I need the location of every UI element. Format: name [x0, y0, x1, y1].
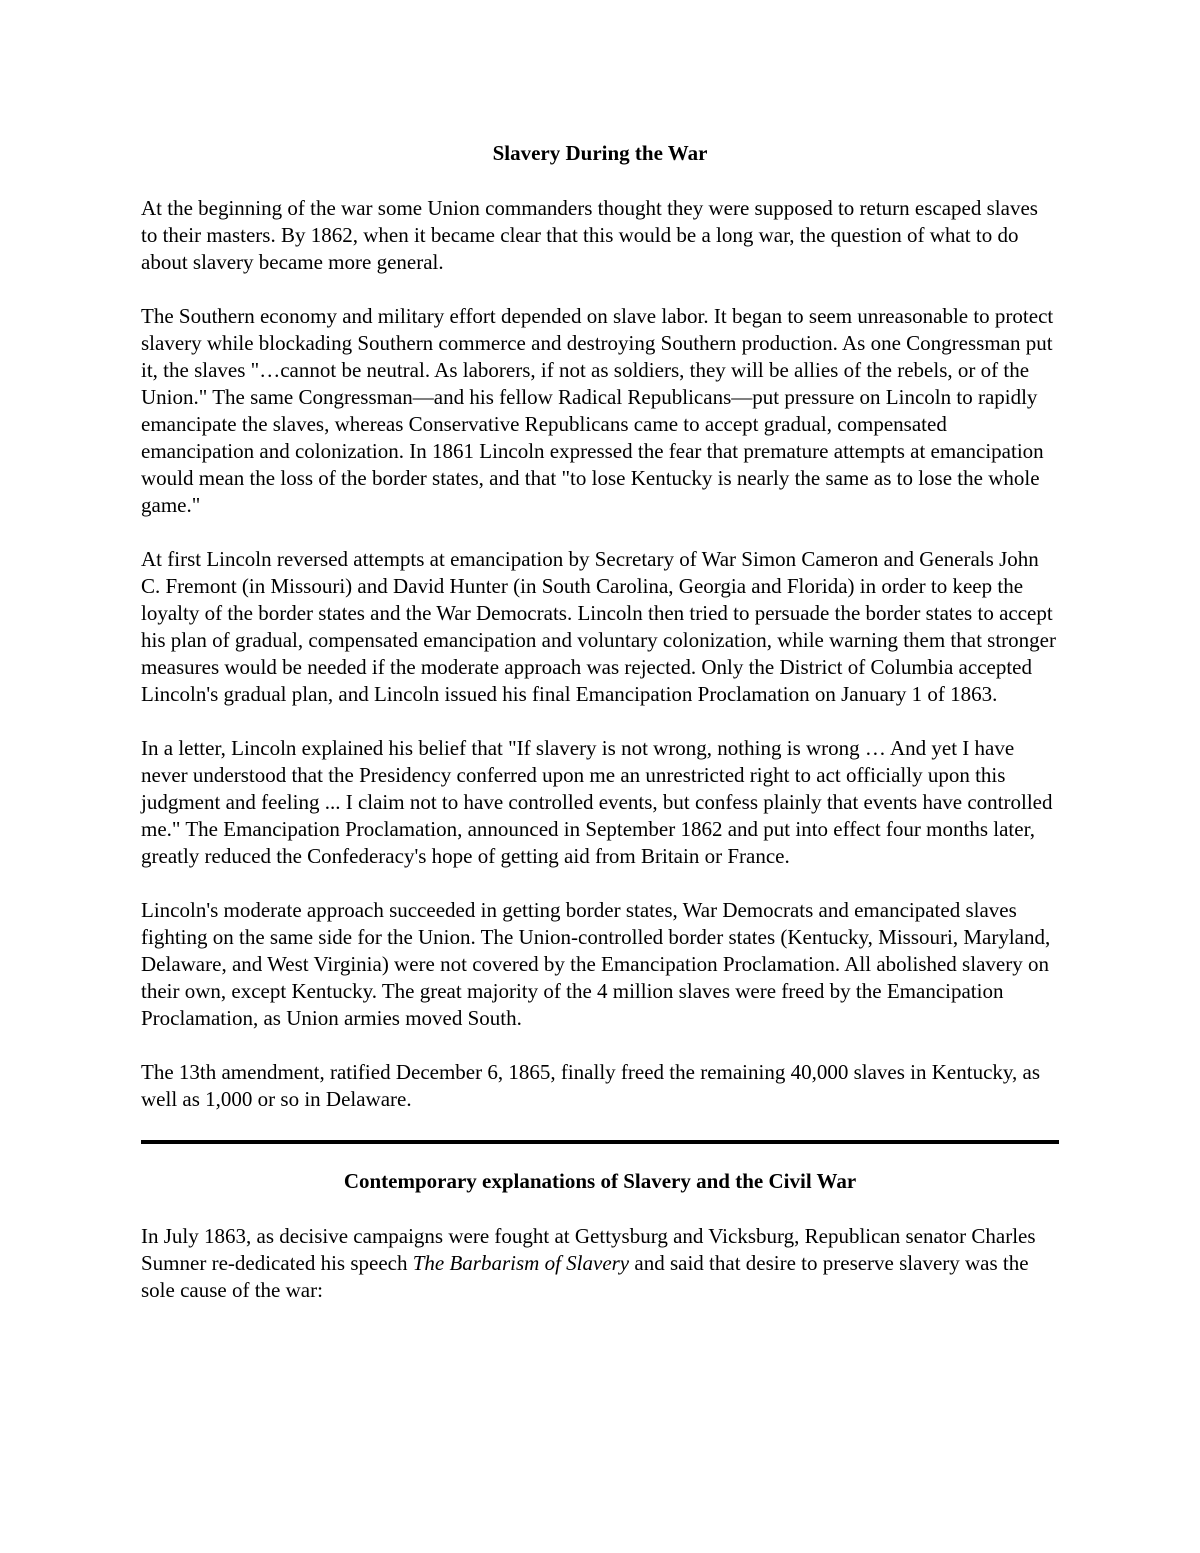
- horizontal-divider: [141, 1140, 1059, 1144]
- section-title-slavery-during-the-war: Slavery During the War: [492, 141, 708, 165]
- paragraph-4: In a letter, Lincoln explained his belief that "If slavery is not wrong, nothing is wrong … And yet I have never understood that the Presidency conferred upon me an unrestricted right to act officially upon this judgment and feeling ... I claim not to have controlled events, but confess plainly that events have controlled me." The Emancipation Proclamation, announced in September 1862 and put into effect four months later, greatly reduced the Confederacy's hope of getting aid from Britain or France.: [141, 736, 1053, 868]
- paragraph-2: The Southern economy and military effort depended on slave labor. It began to seem unreasonable to protect slavery while blockading Southern commerce and destroying Southern production. As one Congressman put it, the slaves "…cannot be neutral. As laborers, if not as soldiers, they will be allies of the rebels, or of the Union." The same Congressman—and his fellow Radical Republicans—put pressure on Lincoln to rapidly emancipate the slaves, whereas Conservative Republicans came to accept gradual, compensated emancipation and colonization. In 1861 Lincoln expressed the fear that premature attempts at emancipation would mean the loss of the border states, and that "to lose Kentucky is nearly the same as to lose the whole game.": [141, 304, 1054, 517]
- paragraph-1: At the beginning of the war some Union commanders thought they were supposed to return escaped slaves to their masters. By 1862, when it became clear that this would be a long war, the question of what to do about slavery became more general.: [141, 196, 1038, 274]
- document-page: [141, 140, 1059, 1331]
- sumner-text-after: and said that desire to preserve slavery was the sole cause of the war:: [141, 1251, 1029, 1302]
- paragraph-3: At first Lincoln reversed attempts at emancipation by Secretary of War Simon Cameron and Generals John C. Fremont (in Missouri) and David Hunter (in South Carolina, Georgia and Florida) in order to keep the loyalty of the border states and the War Democrats. Lincoln then tried to persuade the border states to accept his plan of gradual, compensated emancipation and voluntary colonization, while warning them that stronger measures would be needed if the moderate approach was rejected. Only the District of Columbia accepted Lincoln's gradual plan, and Lincoln issued his final Emancipation Proclamation on January 1 of 1863.: [141, 547, 1056, 706]
- sumner-text-before: In July 1863, as decisive campaigns were fought at Gettysburg and Vicksburg, Republican senator Charles Sumner re-dedicated his speech: [141, 1224, 1036, 1275]
- speech-title: The Barbarism of Slavery: [412, 1251, 630, 1275]
- paragraph-5: Lincoln's moderate approach succeeded in getting border states, War Democrats and emancipated slaves fighting on the same side for the Union. The Union-controlled border states (Kentucky, Missouri, Maryland, Delaware, and West Virginia) were not covered by the Emancipation Proclamation. All abolished slavery on their own, except Kentucky. The great majority of the 4 million slaves were freed by the Emancipation Proclamation, as Union armies moved South.: [141, 898, 1051, 1030]
- section-title-contemporary-explanations: Contemporary explanations of Slavery and the Civil War: [343, 1169, 857, 1193]
- paragraph-sumner: [141, 1223, 1059, 1304]
- paragraph-6: The 13th amendment, ratified December 6, 1865, finally freed the remaining 40,000 slaves in Kentucky, as well as 1,000 or so in Delaware.: [141, 1060, 1041, 1111]
